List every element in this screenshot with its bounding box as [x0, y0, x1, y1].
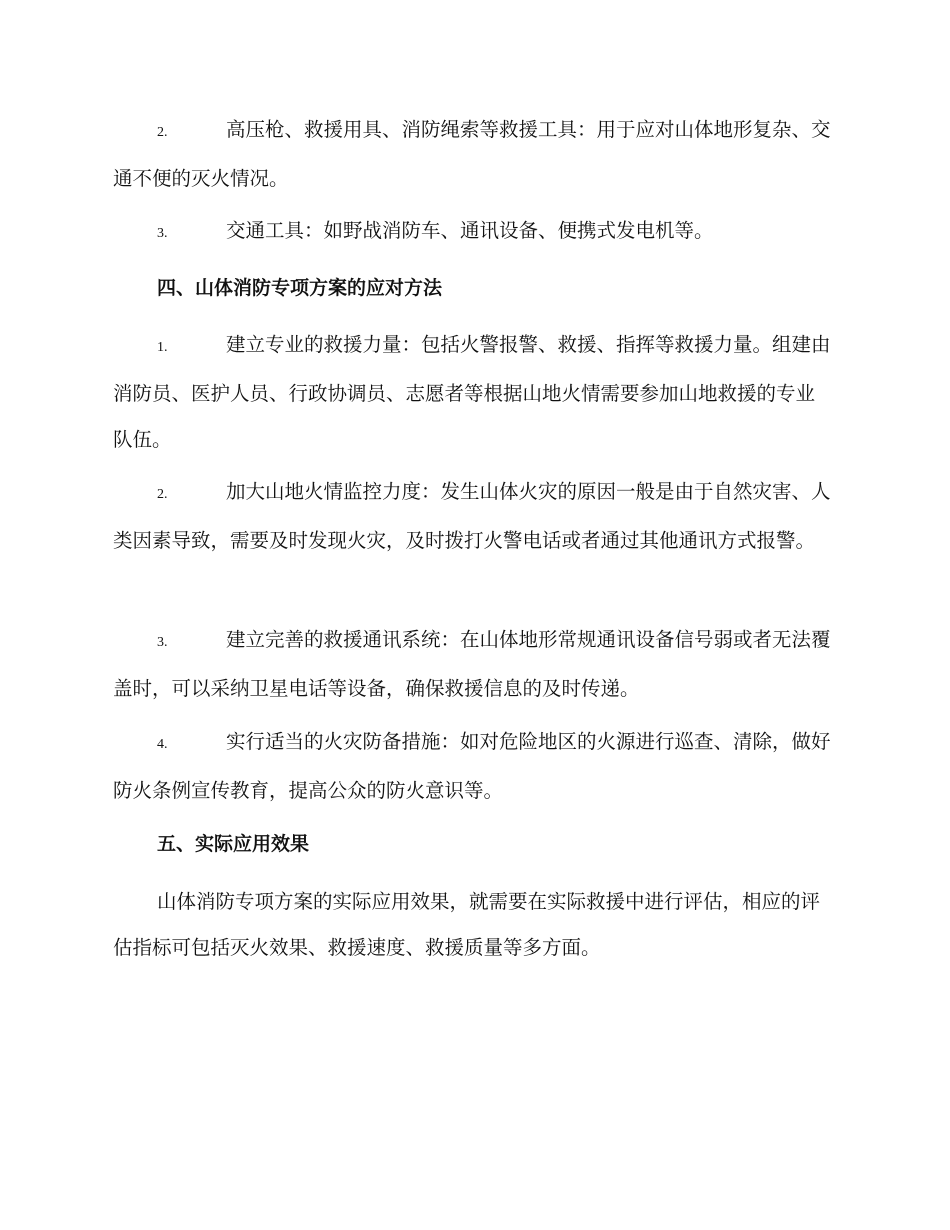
list-number: 1.: [157, 340, 168, 355]
list-text: 实行适当的火灾防备措施：如对危险地区的火源进行巡查、清除，做好防火条例宣传教育，提高公众的防火意识等。: [113, 730, 831, 802]
list-number: 3.: [157, 226, 168, 241]
body-paragraph: 山体消防专项方案的实际应用效果，就需要在实际救援中进行评估，相应的评估指标可包括灭火效果、救援速度、救援质量等多方面。: [113, 890, 821, 959]
list-text: 加大山地火情监控力度：发生山体火灾的原因一般是由于自然灾害、人类因素导致，需要及时发现火灾，及时拨打火警电话或者通过其他通讯方式报警。: [113, 480, 831, 552]
list-item: [113, 719, 833, 814]
list-text: 高压枪、救援用具、消防绳索等救援工具：用于应对山体地形复杂、交通不便的灭火情况。: [113, 118, 831, 190]
list-number: 3.: [157, 635, 168, 650]
list-number: 2.: [157, 125, 168, 140]
list-item: [113, 617, 833, 712]
list-text: 建立完善的救援通讯系统：在山体地形常规通讯设备信号弱或者无法覆盖时，可以采纳卫星电话等设备，确保救援信息的及时传递。: [113, 628, 831, 700]
list-item: [113, 208, 833, 257]
list-item: [113, 107, 833, 202]
section-heading: 五、实际应用效果: [157, 833, 310, 855]
list-item: [113, 469, 833, 564]
list-text: 建立专业的救援力量：包括火警报警、救援、指挥等救援力量。组建由消防员、医护人员、行政协调员、志愿者等根据山地火情需要参加山地救援的专业队伍。: [113, 333, 831, 451]
list-number: 4.: [157, 737, 168, 752]
list-text: 交通工具：如野战消防车、通讯设备、便携式发电机等。: [226, 219, 714, 242]
list-item: [113, 322, 833, 463]
section-heading: 四、山体消防专项方案的应对方法: [157, 277, 443, 299]
list-number: 2.: [157, 487, 168, 502]
